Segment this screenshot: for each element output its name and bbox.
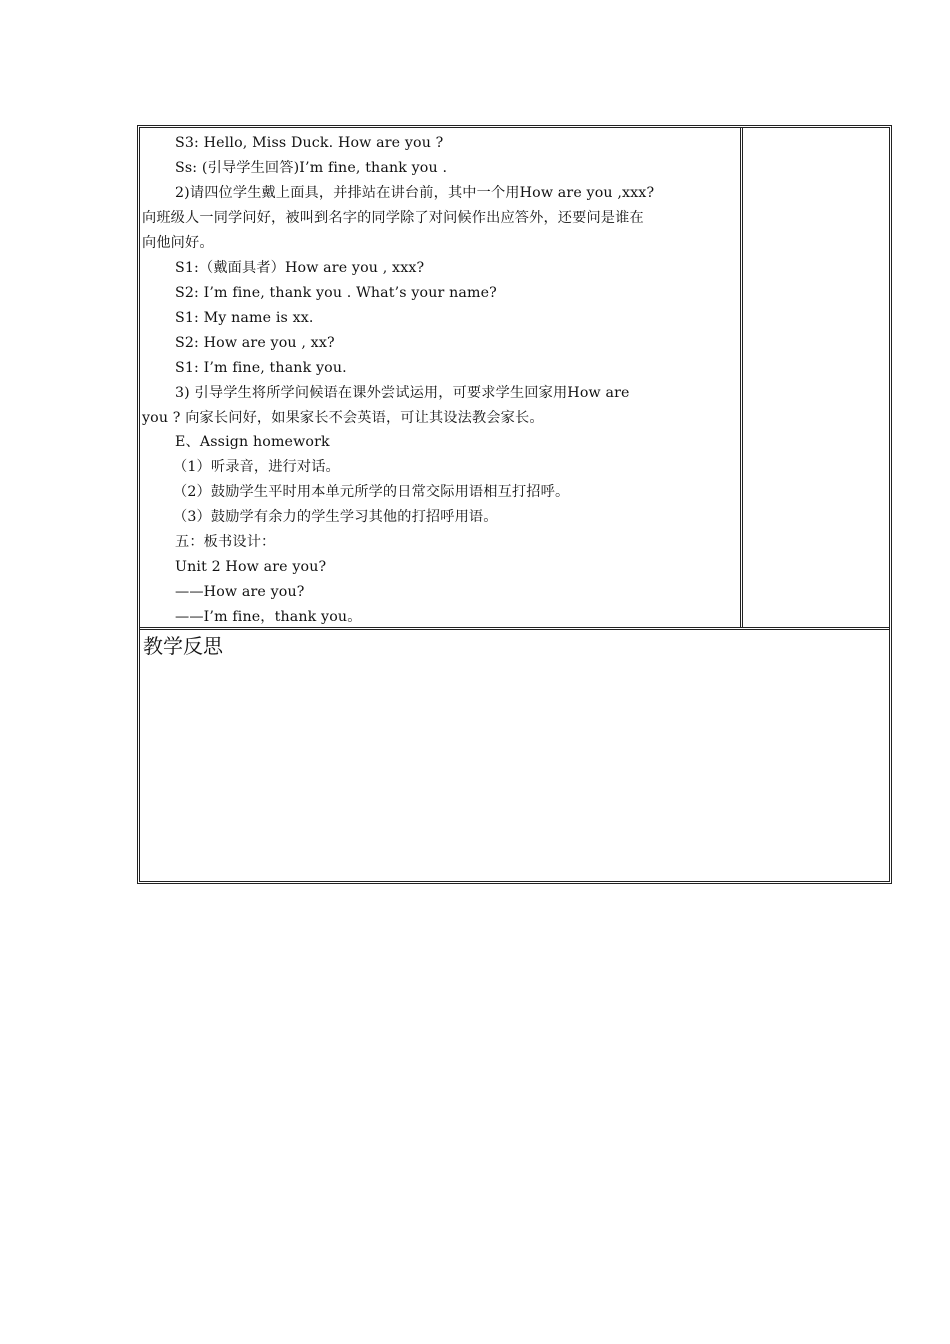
homework-item: （2）鼓励学生平时用本单元所学的日常交际用语相互打招呼。: [173, 484, 570, 500]
dialogue-line: S2: I’m fine, thank you . What’s your name?: [175, 285, 497, 301]
homework-item: （3）鼓励学有余力的学生学习其他的打招呼用语。: [173, 509, 498, 525]
dialogue-line: S1:（戴面具者）How are you , xxx?: [175, 260, 425, 276]
board-design-line: Unit 2 How are you?: [175, 559, 327, 575]
dialogue-line: S3: Hello, Miss Duck. How are you ?: [175, 135, 444, 151]
instruction-line: 向班级人一同学问好，被叫到名字的同学除了对问候作出应答外，还要问是谁在: [142, 210, 644, 226]
dialogue-line: Ss: (引导学生回答)I’m fine, thank you .: [175, 160, 448, 176]
section-heading: 五：板书设计：: [175, 534, 276, 550]
homework-item: （1）听录音，进行对话。: [173, 459, 340, 475]
dialogue-line: S2: How are you , xx?: [175, 335, 335, 351]
reflection-title: 教学反思: [143, 634, 223, 658]
section-heading: E、Assign homework: [175, 434, 330, 450]
dialogue-line: S1: I’m fine, thank you.: [175, 360, 347, 376]
notes-cell: [746, 128, 889, 627]
reflection-cell: [140, 630, 889, 881]
instruction-line: you ? 向家长问好，如果家长不会英语，可让其设法教会家长。: [142, 410, 544, 426]
teaching-process-row: [140, 128, 889, 630]
teaching-process-cell: [140, 128, 743, 627]
instruction-line: 向他问好。: [142, 235, 214, 251]
lesson-plan-table: [137, 125, 892, 884]
board-design-line: ——How are you?: [175, 584, 305, 600]
instruction-line: 3) 引导学生将所学问候语在课外尝试运用，可要求学生回家用How are: [175, 385, 630, 401]
board-design-line: ——I’m fine，thank you。: [175, 609, 362, 625]
dialogue-line: S1: My name is xx.: [175, 310, 314, 326]
instruction-line: 2)请四位学生戴上面具，并排站在讲台前，其中一个用How are you ,xxx?: [175, 185, 655, 201]
